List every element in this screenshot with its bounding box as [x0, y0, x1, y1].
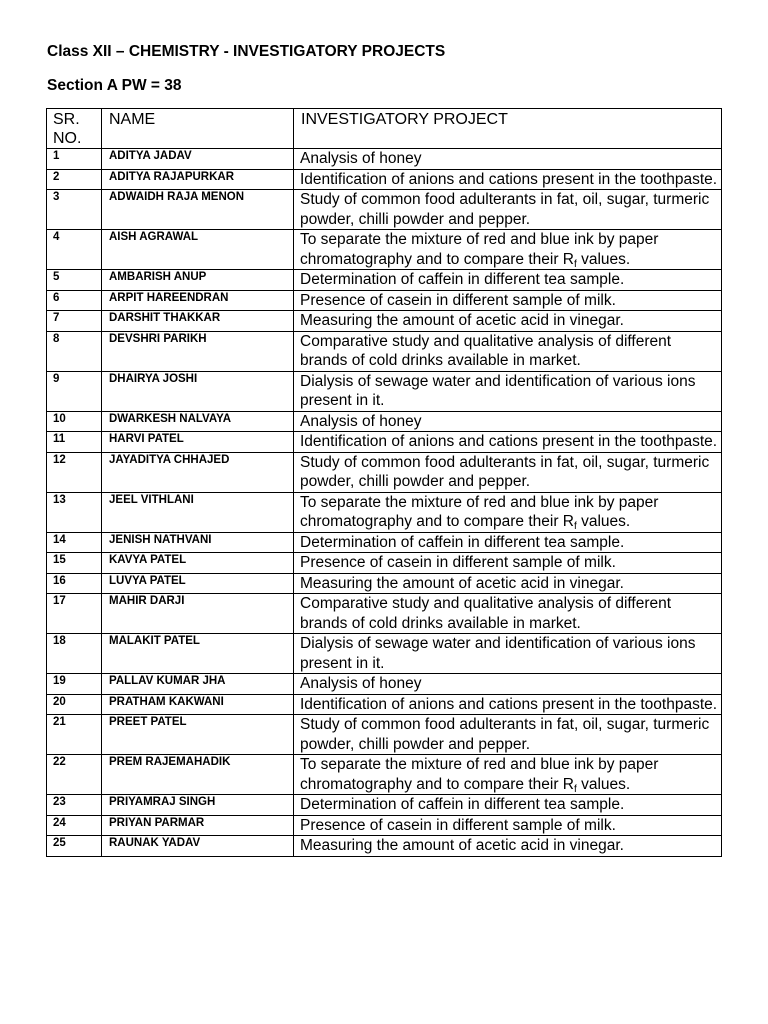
project-cell: [294, 573, 722, 594]
project-cell: [294, 694, 722, 715]
project-text: Determination of caffein in different tea sample.: [300, 271, 625, 288]
student-name-cell: DHAIRYA JOSHI: [102, 371, 294, 411]
student-name-cell: HARVI PATEL: [102, 432, 294, 453]
project-text: Measuring the amount of acetic acid in vinegar.: [300, 574, 624, 592]
student-name-cell: DEVSHRI PARIKH: [102, 331, 294, 371]
project-cell: [294, 715, 722, 755]
project-text-tail: values.: [576, 775, 631, 793]
student-name-cell: LUVYA PATEL: [102, 573, 294, 594]
sr-no-cell: 25: [47, 836, 102, 857]
project-text: Identification of anions and cations present in the toothpaste.: [300, 695, 718, 713]
project-text: Analysis of honey: [300, 412, 422, 430]
student-name-cell: JEEL VITHLANI: [102, 492, 294, 532]
sr-no-cell: 23: [47, 795, 102, 816]
project-text: Study of common food adulterants in fat, oil, sugar, turmeric powder, chilli powder and pepper.: [300, 716, 710, 753]
project-text: Presence of casein in different sample of milk.: [300, 554, 616, 571]
table-row: [47, 432, 722, 453]
project-cell: [294, 755, 722, 795]
sr-no-cell: 9: [47, 371, 102, 411]
sr-no-cell: 24: [47, 815, 102, 836]
header-sr-line1: SR.: [53, 111, 80, 128]
header-name: NAME: [102, 109, 294, 149]
project-cell: [294, 169, 722, 190]
sr-no-cell: 8: [47, 331, 102, 371]
student-name-cell: AISH AGRAWAL: [102, 230, 294, 270]
header-sr-line2: NO.: [53, 130, 82, 147]
sr-no-cell: 21: [47, 715, 102, 755]
sr-no-cell: 13: [47, 492, 102, 532]
sr-no-cell: 3: [47, 190, 102, 230]
project-text: To separate the mixture of red and blue ink by paper chromatography and to compare their R: [300, 756, 659, 793]
header-project: INVESTIGATORY PROJECT: [294, 109, 722, 149]
sr-no-cell: 1: [47, 149, 102, 170]
project-text: Identification of anions and cations present in the toothpaste.: [300, 433, 718, 450]
sr-no-cell: 18: [47, 634, 102, 674]
table-row: [47, 815, 722, 836]
student-name-cell: JENISH NATHVANI: [102, 532, 294, 553]
project-cell: [294, 634, 722, 674]
project-cell: [294, 331, 722, 371]
sr-no-cell: 20: [47, 694, 102, 715]
student-name-cell: AMBARISH ANUP: [102, 270, 294, 291]
project-text: Comparative study and qualitative analysis of different brands of cold drinks available in market.: [300, 595, 672, 632]
project-text: Identification of anions and cations present in the toothpaste.: [300, 170, 718, 188]
student-name-cell: PRIYAN PARMAR: [102, 815, 294, 836]
table-row: [47, 230, 722, 270]
table-row: [47, 492, 722, 532]
table-row: [47, 290, 722, 311]
section-heading: Section A PW = 38: [47, 77, 182, 94]
project-text: Dialysis of sewage water and identification of various ions present in it.: [300, 372, 696, 409]
project-cell: [294, 190, 722, 230]
project-cell: [294, 452, 722, 492]
table-header-row: [47, 109, 722, 149]
project-cell: [294, 149, 722, 170]
sr-no-cell: 12: [47, 452, 102, 492]
project-text: To separate the mixture of red and blue ink by paper chromatography and to compare their R: [300, 493, 659, 530]
project-cell: [294, 815, 722, 836]
sr-no-cell: 6: [47, 290, 102, 311]
project-cell: [294, 532, 722, 553]
project-cell: [294, 836, 722, 857]
project-text-tail: values.: [576, 513, 631, 530]
student-name-cell: PREM RAJEMAHADIK: [102, 755, 294, 795]
project-cell: [294, 290, 722, 311]
project-cell: [294, 492, 722, 532]
table-body: [47, 149, 722, 857]
sr-no-cell: 22: [47, 755, 102, 795]
project-cell: [294, 674, 722, 695]
table-row: [47, 836, 722, 857]
table-row: [47, 594, 722, 634]
table-row: [47, 270, 722, 291]
student-name-cell: ADWAIDH RAJA MENON: [102, 190, 294, 230]
sr-no-cell: 17: [47, 594, 102, 634]
sr-no-cell: 2: [47, 169, 102, 190]
sr-no-cell: 19: [47, 674, 102, 695]
project-text: Determination of caffein in different tea sample.: [300, 533, 625, 551]
document-title: Class XII – CHEMISTRY - INVESTIGATORY PROJECTS: [47, 43, 446, 60]
project-text: Dialysis of sewage water and identification of various ions present in it.: [300, 635, 696, 672]
table-row: [47, 715, 722, 755]
sr-no-cell: 7: [47, 311, 102, 332]
table-row: [47, 411, 722, 432]
student-name-cell: RAUNAK YADAV: [102, 836, 294, 857]
sr-no-cell: 11: [47, 432, 102, 453]
student-name-cell: MAHIR DARJI: [102, 594, 294, 634]
table-row: [47, 573, 722, 594]
student-name-cell: MALAKIT PATEL: [102, 634, 294, 674]
table-row: [47, 190, 722, 230]
sr-no-cell: 4: [47, 230, 102, 270]
student-name-cell: JAYADITYA CHHAJED: [102, 452, 294, 492]
project-text: Comparative study and qualitative analysis of different brands of cold drinks available in market.: [300, 332, 672, 369]
project-text: Study of common food adulterants in fat, oil, sugar, turmeric powder, chilli powder and pepper.: [300, 191, 710, 228]
project-subscript: f: [573, 521, 577, 532]
table-row: [47, 149, 722, 170]
table-row: [47, 795, 722, 816]
project-cell: [294, 795, 722, 816]
table-row: [47, 755, 722, 795]
project-text: Measuring the amount of acetic acid in vinegar.: [300, 837, 624, 854]
project-text: Measuring the amount of acetic acid in vinegar.: [300, 312, 624, 329]
project-cell: [294, 270, 722, 291]
sr-no-cell: 16: [47, 573, 102, 594]
project-text: Analysis of honey: [300, 150, 422, 167]
project-subscript: f: [573, 783, 577, 795]
table-row: [47, 169, 722, 190]
header-sr-no: [47, 109, 102, 149]
project-text: Analysis of honey: [300, 675, 422, 692]
student-name-cell: PRATHAM KAKWANI: [102, 694, 294, 715]
student-name-cell: ARPIT HAREENDRAN: [102, 290, 294, 311]
project-subscript: f: [573, 258, 577, 270]
project-text: Presence of casein in different sample of milk.: [300, 816, 616, 834]
sr-no-cell: 10: [47, 411, 102, 432]
project-text: Determination of caffein in different tea sample.: [300, 796, 625, 813]
student-name-cell: PREET PATEL: [102, 715, 294, 755]
student-name-cell: PRIYAMRAJ SINGH: [102, 795, 294, 816]
table-row: [47, 452, 722, 492]
sr-no-cell: 15: [47, 553, 102, 574]
projects-table: [46, 108, 722, 857]
table-row: [47, 553, 722, 574]
student-name-cell: ADITYA JADAV: [102, 149, 294, 170]
student-name-cell: DARSHIT THAKKAR: [102, 311, 294, 332]
table-row: [47, 532, 722, 553]
student-name-cell: DWARKESH NALVAYA: [102, 411, 294, 432]
project-text: Study of common food adulterants in fat, oil, sugar, turmeric powder, chilli powder and pepper.: [300, 453, 710, 490]
project-cell: [294, 432, 722, 453]
project-text-tail: values.: [576, 250, 631, 268]
sr-no-cell: 5: [47, 270, 102, 291]
table-row: [47, 331, 722, 371]
project-cell: [294, 553, 722, 574]
project-text: To separate the mixture of red and blue ink by paper chromatography and to compare their R: [300, 231, 659, 268]
project-cell: [294, 411, 722, 432]
project-cell: [294, 371, 722, 411]
project-cell: [294, 311, 722, 332]
table-row: [47, 371, 722, 411]
sr-no-cell: 14: [47, 532, 102, 553]
project-cell: [294, 594, 722, 634]
student-name-cell: ADITYA RAJAPURKAR: [102, 169, 294, 190]
table-row: [47, 694, 722, 715]
table-row: [47, 634, 722, 674]
student-name-cell: PALLAV KUMAR JHA: [102, 674, 294, 695]
project-text: Presence of casein in different sample of milk.: [300, 291, 616, 309]
project-cell: [294, 230, 722, 270]
student-name-cell: KAVYA PATEL: [102, 553, 294, 574]
table-row: [47, 311, 722, 332]
table-row: [47, 674, 722, 695]
